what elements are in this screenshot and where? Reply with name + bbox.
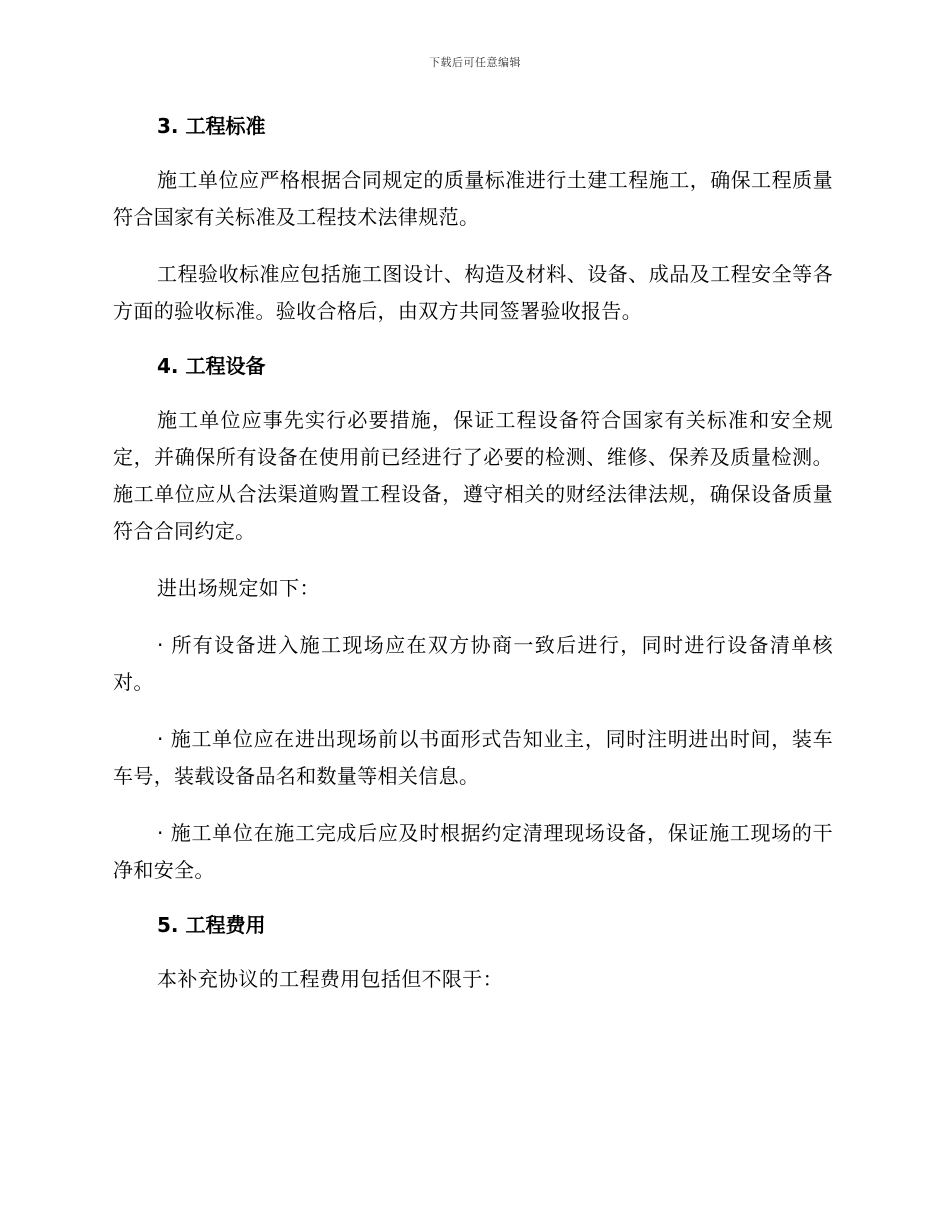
bullet-paragraph: · 施工单位应在进出现场前以书面形式告知业主，同时注明进出时间，装车车号，装载设备品名和数量等相关信息。 xyxy=(113,727,833,788)
paragraph: 进出场规定如下： xyxy=(157,576,320,600)
document-body xyxy=(113,110,833,1018)
section-heading: 5. 工程费用 xyxy=(157,913,266,937)
paragraph: 工程验收标准应包括施工图设计、构造及材料、设备、成品及工程安全等各方面的验收标准。验收合格后，由双方共同签署验收报告。 xyxy=(113,262,833,323)
section-heading: 4. 工程设备 xyxy=(157,354,266,378)
bullet-paragraph: · 所有设备进入施工现场应在双方协商一致后进行，同时进行设备清单核对。 xyxy=(113,633,833,694)
paragraph: 施工单位应事先实行必要措施，保证工程设备符合国家有关标准和安全规定，并确保所有设备在使用前已经进行了必要的检测、维修、保养及质量检测。施工单位应从合法渠道购置工程设备，遵守相关的财经法律法规，确保设备质量符合合同约定。 xyxy=(113,408,833,543)
section-heading: 3. 工程标准 xyxy=(157,114,266,138)
paragraph: 施工单位应严格根据合同规定的质量标准进行土建工程施工，确保工程质量符合国家有关标准及工程技术法律规范。 xyxy=(113,168,833,229)
bullet-paragraph: · 施工单位在施工完成后应及时根据约定清理现场设备，保证施工现场的干净和安全。 xyxy=(113,821,833,882)
header-note: 下载后可任意编辑 xyxy=(429,56,521,69)
paragraph: 本补充协议的工程费用包括但不限于： xyxy=(157,967,503,991)
